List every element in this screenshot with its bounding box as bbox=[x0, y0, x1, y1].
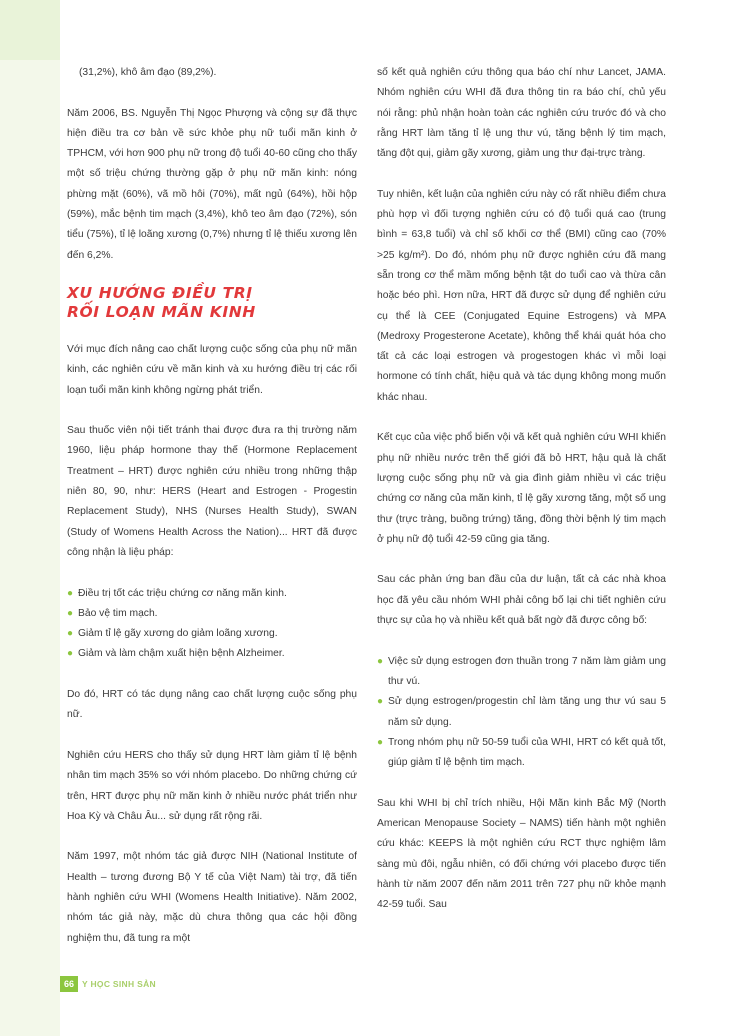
bullet-dot-icon: ● bbox=[377, 696, 384, 708]
paragraph-whi-critique: Tuy nhiên, kết luận của nghiên cứu này có rất nhiều điểm chưa phù hợp vì đối tượng nghiên cứu có độ tuổi quá cao (trung bình = 63,8 tuổi) và chỉ số khối cơ thể (BMI) cũng cao (70% >25 kg/m²). Do đó, nhóm phụ nữ được nghiên cứu đã mang sẵn trong cơ thể mầm mống bệnh tật do tuổi cao và thừa cân hoặc béo phì. Hơn nữa, HRT đã được sử dụng để nghiên cứu cụ thể là CEE (Conjugated Equine Estrogens) và MPA (Medroxy Progesterone Acetate), không thể khái quát hóa cho tất cả các loại estrogen và progestogen khác vì mỗi loại hormone có tính chất, hiệu quả và tác dụng không mong muốn khác nhau. bbox=[377, 188, 666, 403]
paragraph-hrt-history: Sau thuốc viên nội tiết tránh thai được đưa ra thị trường năm 1960, liệu pháp hormone thay thế (Hormone Replacement Treatment – HRT) được nghiên cứu nhiều trong những thập niên 80, 90, như: HERS (Heart and Estrogen - Progestin Replacement Study), NHS (Nurses Health Study), SWAN (Study of Womens Health Across the Nation)... HRT đã được công nhận là liệu pháp: bbox=[67, 425, 357, 558]
section-heading bbox=[67, 284, 357, 322]
left-column bbox=[67, 63, 357, 949]
paragraph-keeps-study: Sau khi WHI bị chỉ trích nhiều, Hội Mãn kinh Bắc Mỹ (North American Menopause Society – NAMS) tiến hành một nghiên cứu khác: KEEPS là một nghiên cứu RCT thực nghiệm lâm sàng mù đôi, ngẫu nhiên, có đối chứng với placebo được tiến hành từ năm 2007 đến năm 2011 trên 727 phụ nữ khỏe mạnh 42-59 tuổi. Sau bbox=[377, 797, 666, 911]
bullet-dot-icon: ● bbox=[67, 587, 74, 599]
page-footer bbox=[60, 976, 156, 992]
bullet-dot-icon: ● bbox=[67, 628, 74, 640]
bullet-dot-icon: ● bbox=[67, 607, 74, 619]
list-item: ● Sử dụng estrogen/progestin chỉ làm tăng ung thư vú sau 5 năm sử dụng. bbox=[377, 692, 666, 733]
list-item: ● Điều trị tốt các triệu chứng cơ năng mãn kinh. bbox=[67, 584, 357, 604]
bullet-dot-icon: ● bbox=[377, 736, 384, 748]
bullet-dot-icon: ● bbox=[67, 648, 74, 660]
paragraph-hers-study: Nghiên cứu HERS cho thấy sử dụng HRT làm giảm tỉ lệ bệnh nhân tim mạch 35% so với nhóm placebo. Do những chứng cứ trên, HRT được phụ nữ mãn kinh ở nhiều nước phát triển như Hoa Kỳ và Châu Âu... sử dụng rất rộng rãi. bbox=[67, 749, 357, 822]
paragraph-whi-study: Năm 1997, một nhóm tác giả được NIH (National Institute of Health – tương đương Bộ Y tế của Việt Nam) tài trợ, đã tiến hành nghiên cứu WHI (Womens Health Initiative). Năm 2002, nhóm tác giả này, mặc dù chưa thông qua các hội đồng nghiệm thu, đã tung ra một bbox=[67, 851, 357, 944]
list-item: ● Việc sử dụng estrogen đơn thuần trong 7 năm làm giảm ung thư vú. bbox=[377, 652, 666, 693]
paragraph-consequences: Kết cục của việc phổ biến vội vã kết quả nghiên cứu WHI khiến phụ nữ nhiều nước trên thế giới đã bỏ HRT, hậu quả là chất lượng cuộc sống phụ nữ và gia đình giảm nhiều vì các triệu chứng cơ năng của mãn kinh, tỉ lệ gãy xương tăng, một số ung thư (trực tràng, buồng trứng) tăng, đồng thời bệnh lý tim mạch ở phụ nữ độ tuổi 42-59 cũng gia tăng. bbox=[377, 432, 666, 545]
journal-name: Y HỌC SINH SẢN bbox=[82, 979, 156, 989]
right-column bbox=[377, 63, 666, 915]
section-heading-line-2: RỐI LOẠN MÃN KINH bbox=[67, 302, 256, 321]
paragraph-continuation: (31,2%), khô âm đạo (89,2%). bbox=[79, 67, 217, 78]
bullet-dot-icon: ● bbox=[377, 655, 384, 667]
list-item: ● Trong nhóm phụ nữ 50-59 tuổi của WHI, HRT có kết quả tốt, giúp giảm tỉ lệ bệnh tim mạch. bbox=[377, 733, 666, 774]
whi-findings-list bbox=[377, 652, 666, 774]
left-margin-band bbox=[0, 60, 60, 1036]
paragraph-2006-survey: Năm 2006, BS. Nguyễn Thị Ngọc Phượng và cộng sự đã thực hiện điều tra cơ bản về sức khỏe phụ nữ tuổi mãn kinh ở TPHCM, với hơn 900 phụ nữ trong độ tuổi 40-60 cũng cho thấy một số triệu chứng thường gặp ở phụ nữ mãn kinh: nóng phừng mặt (60%), vã mồ hôi (70%), mất ngủ (64%), hồi hộp (59%), mắc bệnh tim mạch (3,4%), khô teo âm đạo (72%), són tiểu (75%), tỉ lệ loãng xương (0,7%) nhưng tỉ lệ thiếu xương lên đến 6,2%. bbox=[67, 107, 357, 261]
page-number: 66 bbox=[60, 976, 78, 992]
hrt-benefits-list bbox=[67, 584, 357, 665]
paragraph-republication: Sau các phản ứng ban đầu của dư luận, tất cả các nhà khoa học đã yêu cầu nhóm WHI phải công bố lại chi tiết nghiên cứu thực sự của họ và nhiều kết quả bất ngờ đã được công bố: bbox=[377, 574, 666, 627]
paragraph-intro: Với mục đích nâng cao chất lượng cuộc sống của phụ nữ mãn kinh, các nghiên cứu về mãn kinh và xu hướng điều trị các rối loạn tuổi mãn kinh không ngừng phát triển. bbox=[67, 343, 357, 396]
section-heading-line-1: XU HƯỚNG ĐIỀU TRỊ bbox=[67, 283, 253, 302]
paragraph-whi-results: số kết quả nghiên cứu thông qua báo chí như Lancet, JAMA. Nhóm nghiên cứu WHI đã đưa thông tin ra báo chí, chủ yếu nói rằng: phủ nhận hoàn toàn các nghiên cứu trước đó và cho rằng HRT làm tăng tỉ lệ ung thư vú, tăng bệnh lý tim mạch, tăng đột quị, giảm gãy xương, giảm ung thư đại-trực tràng. bbox=[377, 67, 666, 160]
top-left-decor-band bbox=[0, 0, 60, 60]
list-item: ● Giảm và làm chậm xuất hiện bệnh Alzheimer. bbox=[67, 644, 357, 664]
list-item: ● Bảo vệ tim mạch. bbox=[67, 604, 357, 624]
list-item: ● Giảm tỉ lệ gãy xương do giảm loãng xương. bbox=[67, 624, 357, 644]
paragraph-hrt-quality: Do đó, HRT có tác dụng nâng cao chất lượng cuộc sống phụ nữ. bbox=[67, 689, 357, 721]
